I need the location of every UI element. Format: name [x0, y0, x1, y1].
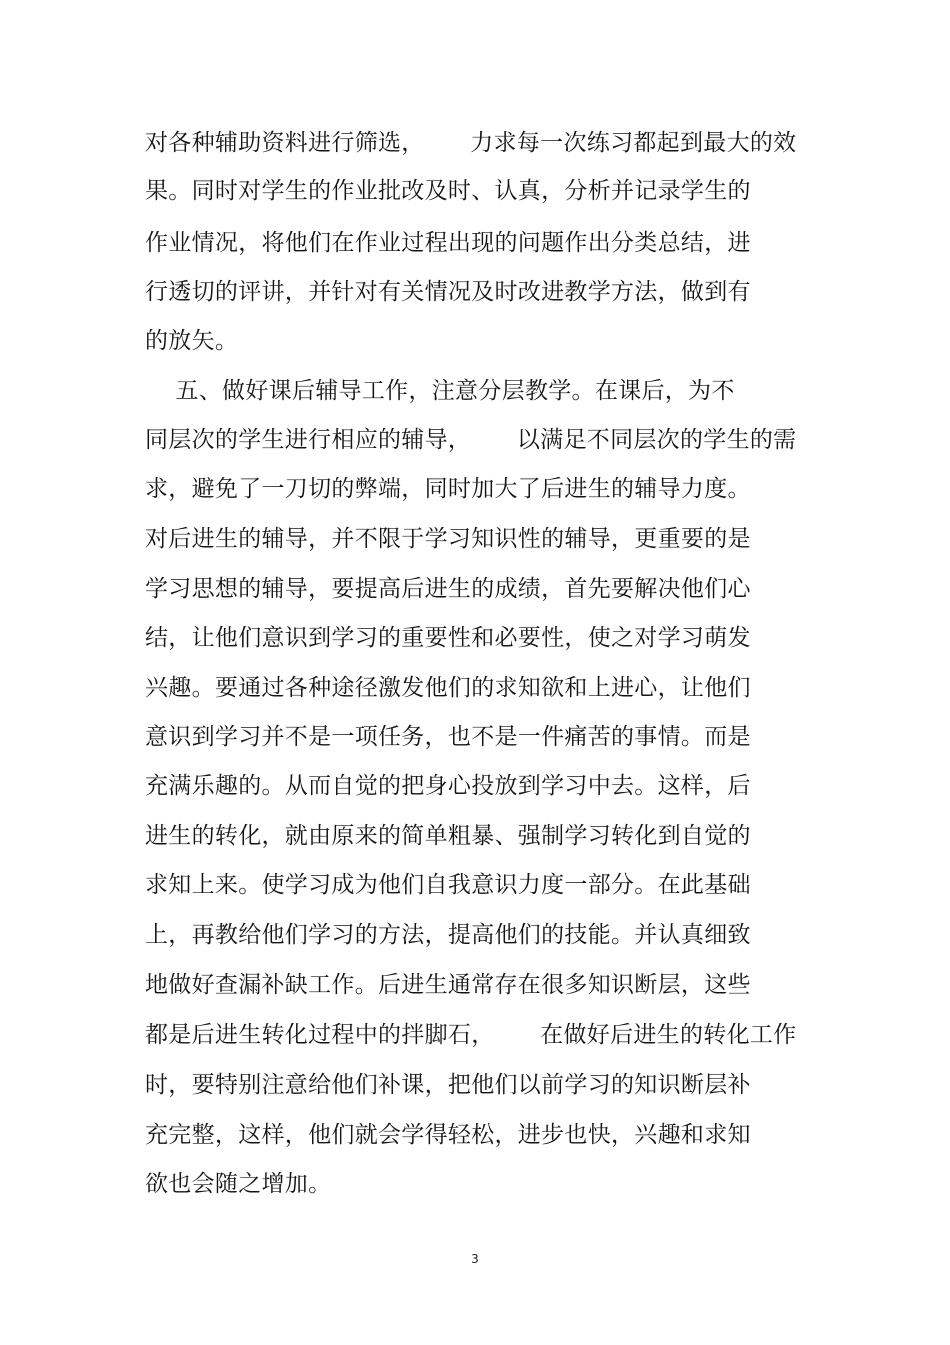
text-line: 欲也会随之增加。	[145, 1171, 332, 1197]
text-line: 充完整，这样，他们就会学得轻松，进步也快，兴趣和求知	[145, 1122, 751, 1148]
text-line: 进生的转化，就由原来的简单粗暴、强制学习转化到自觉的	[145, 823, 751, 849]
text-line: 同层次的学生进行相应的辅导， 以满足不同层次的学生的需	[145, 427, 797, 453]
text-line: 行透切的评讲，并针对有关情况及时改进教学方法，做到有	[145, 279, 751, 305]
text-line: 地做好查漏补缺工作。后进生通常存在很多知识断层，这些	[145, 972, 751, 998]
text-line: 意识到学习并不是一项任务，也不是一件痛苦的事情。而是	[145, 724, 751, 750]
text-line: 果。同时对学生的作业批改及时、认真，分析并记录学生的	[145, 178, 751, 204]
text-line: 求知上来。使学习成为他们自我意识力度一部分。在此基础	[145, 872, 751, 898]
text-line: 对各种辅助资料进行筛选， 力求每一次练习都起到最大的效	[145, 130, 797, 156]
text-line: 的放矢。	[145, 328, 239, 354]
text-line: 兴趣。要通过各种途径激发他们的求知欲和上进心，让他们	[145, 675, 751, 701]
text-line: 求，避免了一刀切的弊端，同时加大了后进生的辅导力度。	[145, 476, 751, 502]
text-line: 作业情况，将他们在作业过程出现的问题作出分类总结，进	[145, 230, 751, 256]
text-line: 时，要特别注意给他们补课，把他们以前学习的知识断层补	[145, 1072, 751, 1098]
text-line: 充满乐趣的。从而自觉的把身心投放到学习中去。这样，后	[145, 773, 751, 799]
text-line: 五、做好课后辅导工作，注意分层教学。在课后，为不	[145, 378, 735, 404]
text-line: 学习思想的辅导，要提高后进生的成绩，首先要解决他们心	[145, 576, 751, 602]
page-number: 3	[471, 1252, 479, 1266]
text-line: 结，让他们意识到学习的重要性和必要性，使之对学习萌发	[145, 625, 751, 651]
text-line: 对后进生的辅导，并不限于学习知识性的辅导，更重要的是	[145, 526, 751, 552]
text-line: 上，再教给他们学习的方法，提高他们的技能。并认真细致	[145, 922, 751, 948]
text-line: 都是后进生转化过程中的拌脚石， 在做好后进生的转化工作	[145, 1022, 797, 1048]
